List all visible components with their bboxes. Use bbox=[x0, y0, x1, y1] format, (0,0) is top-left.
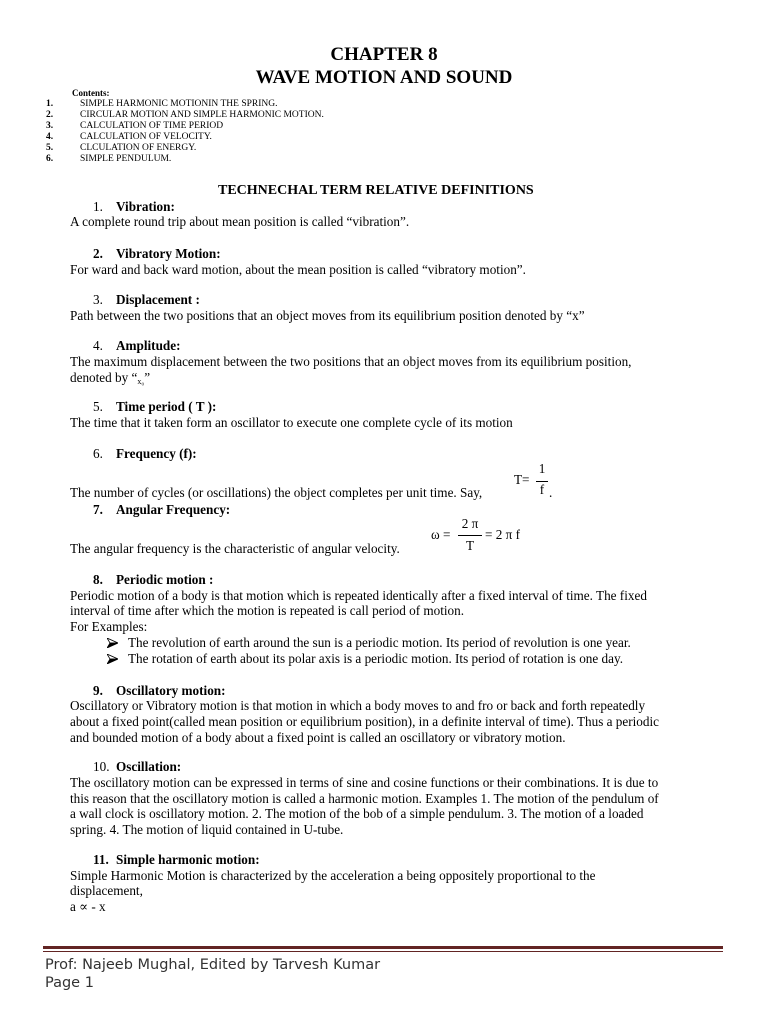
arrowhead-bullet-icon bbox=[107, 638, 118, 648]
formula-lhs: ω = bbox=[431, 527, 451, 542]
definition-text: displacement, bbox=[70, 883, 143, 898]
definition-number: 9. bbox=[93, 683, 103, 698]
contents-item-text: SIMPLE PENDULUM. bbox=[80, 154, 172, 164]
definition-number: 1. bbox=[93, 199, 103, 214]
definition-term: Displacement : bbox=[116, 292, 200, 307]
contents-item-number: 4. bbox=[46, 132, 54, 142]
definition-text: For ward and back ward motion, about the mean position is called “vibratory motion”. bbox=[70, 262, 526, 277]
definition-term: Angular Frequency: bbox=[116, 502, 231, 517]
definition-term: Time period ( T ): bbox=[116, 399, 217, 414]
contents-item-text: CALCULATION OF VELOCITY. bbox=[80, 132, 212, 142]
contents-item-text: CLCULATION OF ENERGY. bbox=[80, 143, 197, 153]
contents-item-number: 2. bbox=[46, 110, 54, 120]
definition-term: Vibration: bbox=[116, 199, 175, 214]
chapter-label: CHAPTER 8 bbox=[330, 44, 438, 65]
formula-rhs: = 2 π f bbox=[485, 527, 520, 542]
definition-text: For Examples: bbox=[70, 619, 148, 634]
definition-term: Oscillatory motion: bbox=[116, 683, 226, 698]
formula-numerator: 1 bbox=[538, 461, 546, 476]
definition-heading bbox=[93, 292, 200, 308]
definition-heading bbox=[93, 338, 180, 354]
arrowhead-lower-facet bbox=[107, 643, 118, 648]
fraction-bar bbox=[458, 535, 482, 536]
chapter-title: WAVE MOTION AND SOUND bbox=[255, 67, 513, 88]
arrowhead-bullet-icon bbox=[107, 654, 118, 664]
definition-text bbox=[70, 370, 150, 388]
definition-heading bbox=[93, 759, 181, 775]
definition-term: Simple harmonic motion: bbox=[116, 852, 260, 867]
footer-author: Prof: Najeeb Mughal, Edited by Tarvesh Kumar bbox=[45, 957, 381, 973]
definitions-heading: TECHNECHAL TERM RELATIVE DEFINITIONS bbox=[218, 183, 534, 198]
definition-heading bbox=[93, 502, 230, 518]
definition-text-fragment: denoted by “ bbox=[70, 370, 138, 385]
definition-number: 5. bbox=[93, 399, 103, 414]
definition-text: and bounded motion of a body about a fixed point is called an oscillatory or vibratory motion. bbox=[70, 730, 566, 745]
definition-number: 8. bbox=[93, 572, 103, 587]
contents-item-text: SIMPLE HARMONIC MOTIONIN THE SPRING. bbox=[80, 99, 278, 109]
bullet-item: The revolution of earth around the sun is a periodic motion. Its period of revolution is one year. bbox=[128, 635, 631, 650]
definition-number: 2. bbox=[93, 246, 103, 261]
definition-number: 6. bbox=[93, 446, 103, 461]
definition-term: Frequency (f): bbox=[116, 446, 197, 461]
definition-text: Periodic motion of a body is that motion which is repeated identically after a fixed interval of time. The fixed bbox=[70, 588, 647, 603]
footer-rule bbox=[43, 951, 723, 952]
definition-term: Periodic motion : bbox=[116, 572, 214, 587]
definition-heading bbox=[93, 246, 221, 262]
definition-text: The maximum displacement between the two positions that an object moves from its equilibrium position, bbox=[70, 354, 632, 369]
definition-heading bbox=[93, 683, 226, 699]
definition-heading bbox=[93, 852, 260, 868]
formula-denominator: f bbox=[539, 482, 545, 497]
definition-text-fragment: ” bbox=[144, 370, 151, 385]
bullet-item: The rotation of earth about its polar axis is a periodic motion. Its period of rotation is one day. bbox=[128, 651, 624, 666]
formula-denominator: T bbox=[465, 538, 475, 553]
definition-number: 10. bbox=[93, 759, 110, 774]
contents-item-number: 3. bbox=[46, 121, 54, 131]
definition-text: The angular frequency is the characteristic of angular velocity. bbox=[70, 541, 400, 556]
arrowhead-lower-facet bbox=[107, 659, 118, 664]
contents-item-text: CALCULATION OF TIME PERIOD bbox=[80, 121, 224, 131]
definition-text: The number of cycles (or oscillations) the object completes per unit time. Say, bbox=[70, 485, 483, 500]
definition-text: a wall clock is oscillatory motion. 2. The motion of the bob of a simple pendulum. 3. The motion of a loaded bbox=[70, 806, 644, 821]
definition-heading bbox=[93, 572, 213, 588]
definition-term: Amplitude: bbox=[116, 338, 181, 353]
definition-text: The oscillatory motion can be expressed in terms of sine and cosine functions or their combinations. It is due to bbox=[70, 775, 659, 790]
contents-heading: Contents: bbox=[72, 88, 110, 98]
definition-number: 3. bbox=[93, 292, 103, 307]
contents-item-number: 5. bbox=[46, 143, 54, 153]
definition-heading bbox=[93, 399, 216, 415]
footer-rule bbox=[43, 946, 723, 949]
definition-heading bbox=[93, 199, 175, 215]
contents-item-number: 1. bbox=[46, 99, 54, 109]
arrowhead-upper-facet bbox=[107, 638, 118, 643]
definition-text: The time that it taken form an oscillator to execute one complete cycle of its motion bbox=[70, 415, 513, 430]
contents-item-number: 6. bbox=[46, 154, 54, 164]
definition-number: 7. bbox=[93, 502, 103, 517]
definition-number: 11. bbox=[93, 852, 109, 867]
contents-item-text: CIRCULAR MOTION AND SIMPLE HARMONIC MOTION. bbox=[80, 110, 324, 120]
amplitude-symbol: x₀ bbox=[137, 377, 145, 386]
definition-text: this reason that the oscillatory motion is called a harmonic motion. Examples 1. The motion of the pendulum of bbox=[70, 791, 659, 806]
definition-number: 4. bbox=[93, 338, 103, 353]
definition-text: Path between the two positions that an object moves from its equilibrium position denoted by “x” bbox=[70, 308, 585, 323]
definition-term: Oscillation: bbox=[116, 759, 182, 774]
formula-lhs: T= bbox=[514, 472, 530, 487]
definition-text: interval of time after which the motion is repeated is call period of motion. bbox=[70, 603, 465, 618]
formula-numerator: 2 π bbox=[461, 516, 479, 531]
shm-relation: a ∝ - x bbox=[70, 899, 106, 914]
formula-end: . bbox=[549, 485, 553, 500]
definition-text: spring. 4. The motion of liquid contained in U-tube. bbox=[70, 822, 344, 837]
definition-text: A complete round trip about mean position is called “vibration”. bbox=[70, 214, 410, 229]
definition-text: about a fixed point(called mean position or equilibrium position), in a definite interval of time). Thus a periodic bbox=[70, 714, 660, 729]
definition-text: Simple Harmonic Motion is characterized by the acceleration a being oppositely proportional to the bbox=[70, 868, 596, 883]
definition-heading bbox=[93, 446, 197, 462]
definition-term: Vibratory Motion: bbox=[116, 246, 221, 261]
arrowhead-upper-facet bbox=[107, 654, 118, 659]
definition-text: Oscillatory or Vibratory motion is that motion in which a body moves to and fro or back and forth repeatedly bbox=[70, 698, 646, 713]
footer-page-number: Page 1 bbox=[45, 975, 94, 991]
